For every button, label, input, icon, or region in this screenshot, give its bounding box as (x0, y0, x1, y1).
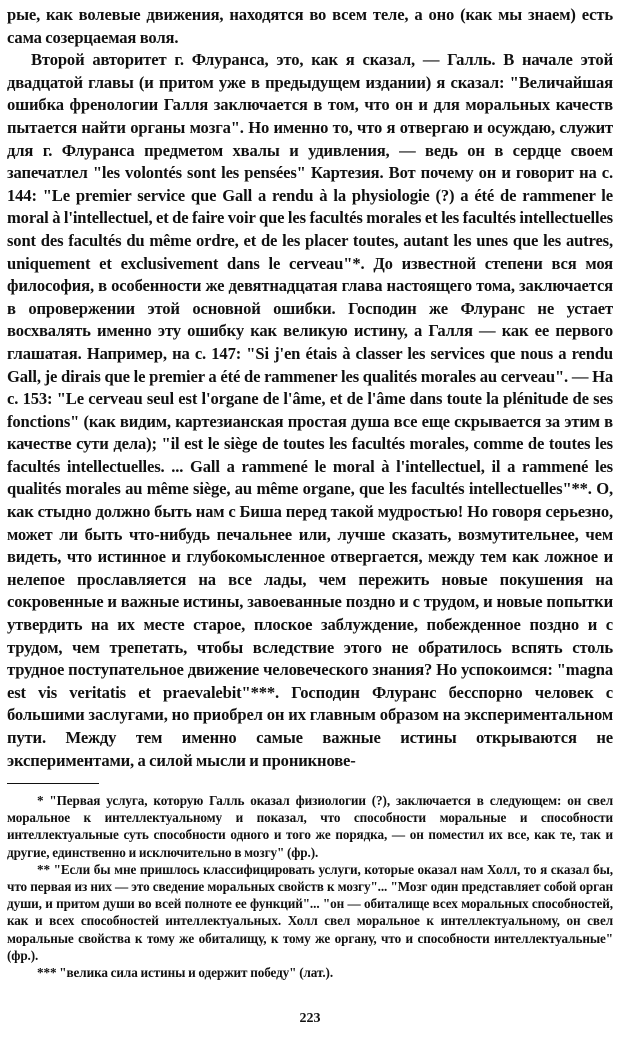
footnote-1: * "Первая услуга, которую Галль оказал физиологии (?), заключается в следующем: он свел моральное к интеллектуальному и показал, что способности моральные и способности интеллектуальные суть способности одного и того же порядка, — он поместил их все, как те, так и другие, единственно и исключительно в мозгу" (фр.). (7, 793, 613, 860)
paragraph-2: Второй авторитет г. Флуранса, это, как я сказал, — Галль. В начале этой двадцатой главы (и притом уже в предыдущем издании) я сказал: "Величайшая ошибка френологии Галля заключается в том, что он и для моральных качеств пытается найти органы мозга". Но именно то, что я отвергаю и осуждаю, служит для г. Флуранса предметом хвалы и удивления, — ведь он в сердце своем запечатлел "les volontés sont les pensées" Картезия. Вот почему он и говорит на с. 144: "Le premier service que Gall a rendu à la physiologie (?) a été de rammener le moral à l'intellectuel, et de faire voir que les facultés morales et les facultés intellectuelles sont des facultés du même ordre, et de les placer toutes, autant les unes que les autres, uniquement et exclusivement dans le cerveau"*. До известной степени вся моя философия, в особенности же девятнадцатая глава настоящего тома, заключается в опровержении этой основной ошибки. Господин же Флуранс не устает восхвалять именно эту ошибку как великую истину, а Галля — как ее первого глашатая. Например, на с. 147: "Si j'en étais à classer les services que nous a rendu Gall, je dirais que le premier a été de rammener les qualités morales au cerveau". — На с. 153: "Le cerveau seul est l'organe de l'âme, et de l'âme dans toute la plénitude de ses fonctions" (как видим, картезианская простая душа все еще скрывается за этим в качестве сути дела); "il est le siège de toutes les facultés morales, comme de toutes les facultés intellectuelles. ... Gall a rammené le moral à l'intellectuel, il a rammené les qualités morales au même siège, au même organe, que les facultés intellectuelles"**. О, как стыдно должно быть нам с Биша перед такой мудростью! Но говоря серьезно, может ли быть что-нибудь печальнее или, лучше сказать, возмутительнее, чем видеть, что истинное и глубокомысленное отвергается, между тем как ложное и нелепое прославляется на все лады, чем пережить новые покушения на сокровенные и важные истины, завоеванные поздно и с трудом, и новые попытки утвердить на их месте старое, плоское заблуждение, побежденное поздно и с трудом, чем трепетать, чтобы вследствие этого не обратилось вспять столь трудное поступательное движение человеческого знания? Но успокоимся: "magna est vis veritatis et praevalebit"***. Господин Флуранс бесспорно человек с большими заслугами, но приобрел он их главным образом на экспериментальном пути. Между тем именно самые важные истины открываются не экспериментами, а силой мысли и проникнове- (7, 50, 613, 770)
footnote-rule (7, 783, 99, 784)
footnote-2: ** "Если бы мне пришлось классифицировать услуги, которые оказал нам Холл, то я сказал бы, что первая из них — это сведение моральных свойств к мозгу"... "Мозг один представляет собой орган души, и притом души во всей полноте ее функций"... "он — обиталище всех моральных способностей, как и всех способностей интеллектуальных. Холл свел моральное к интеллектуальному, он свел моральные свойства к тому же обиталищу, к тому же органу, что и способности интеллектуальные" (фр.). (7, 861, 613, 963)
footnote-3: *** "велика сила истины и одержит победу" (лат.). (37, 965, 334, 981)
footnotes (7, 792, 613, 981)
main-text (7, 4, 613, 772)
paragraph-1: рые, как волевые движения, находятся во всем теле, а оно (как мы знаем) есть сама созерцаемая воля. (7, 5, 613, 47)
page-number: 223 (299, 1011, 321, 1026)
